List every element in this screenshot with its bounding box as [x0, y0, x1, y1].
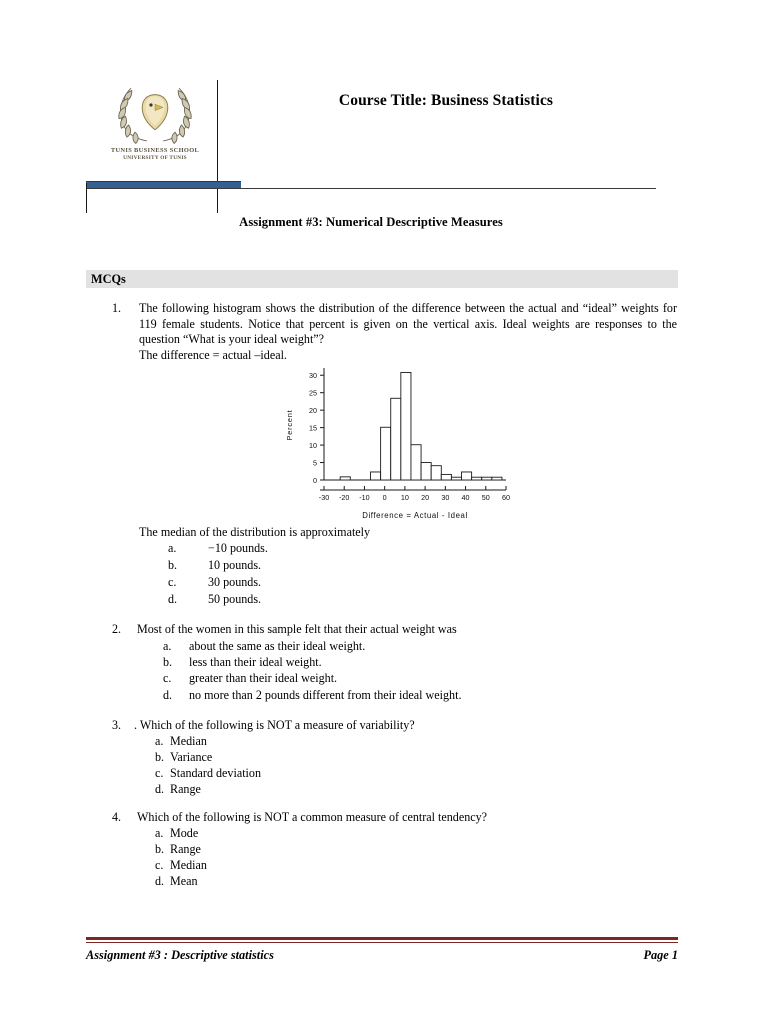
option-letter: d.	[155, 874, 165, 888]
option-letter: a.	[168, 541, 177, 555]
option-label: 10 pounds.	[208, 558, 262, 572]
y-axis-title: Percent	[285, 409, 294, 441]
histogram-bar	[441, 474, 451, 480]
question-1-text	[139, 301, 677, 363]
assignment-title: Assignment #3: Numerical Descriptive Measures	[239, 215, 503, 229]
option-letter: c.	[155, 766, 164, 780]
option-label: Median	[170, 734, 207, 748]
histogram-chart	[278, 362, 520, 522]
option-label: less than their ideal weight.	[189, 655, 322, 669]
question-4-number: 4.	[112, 810, 122, 824]
footer-page-number: Page 1	[643, 948, 678, 962]
eagle-laurel-wreath-crest-icon	[107, 80, 203, 146]
histogram-bar	[421, 463, 431, 480]
histogram-bar	[401, 372, 411, 480]
histogram-bar	[431, 466, 441, 480]
option-letter: c.	[163, 671, 172, 685]
header-rule-left-tick	[86, 183, 87, 213]
option-label: −10 pounds.	[208, 541, 268, 555]
header-rule-mid-tick	[217, 189, 218, 213]
option-label: Mode	[170, 826, 199, 840]
x-tick-label: 20	[421, 493, 430, 502]
option-label: 50 pounds.	[208, 592, 262, 606]
y-tick-label: 0	[313, 475, 317, 485]
option-label: no more than 2 pounds different from their ideal weight.	[189, 688, 462, 702]
option-label: Range	[170, 782, 201, 796]
question-3-number: 3.	[112, 718, 122, 732]
x-tick-label: -30	[318, 493, 330, 502]
option-letter: a.	[163, 639, 172, 653]
x-tick-label: 40	[461, 493, 470, 502]
course-title: Course Title: Business Statistics	[338, 92, 554, 109]
x-tick-label: 30	[441, 493, 450, 502]
header-vertical-rule	[217, 80, 218, 186]
histogram-bar	[472, 477, 482, 480]
school-logo	[96, 80, 214, 170]
option-label: Variance	[170, 750, 213, 764]
question-1-body: The following histogram shows the distribution of the difference between the actual and “ideal” weights for 119 female students. Notice that percent is given on the vertical axis. Ideal weights are responses to the question “What is your ideal weight”?	[139, 301, 677, 347]
histogram-bar	[340, 477, 350, 480]
option-letter: a.	[155, 734, 164, 748]
header-divider	[86, 181, 656, 189]
x-tick-label: 10	[400, 493, 409, 502]
histogram-bar	[492, 477, 502, 480]
option-label: Range	[170, 842, 201, 856]
footer-left-text: Assignment #3 : Descriptive statistics	[86, 948, 274, 962]
y-tick-label: 20	[309, 405, 317, 415]
option-label: Mean	[170, 874, 198, 888]
question-2-number: 2.	[112, 622, 122, 636]
option-letter: b.	[155, 842, 165, 856]
x-tick-label: 60	[502, 493, 510, 502]
option-letter: d.	[163, 688, 173, 702]
option-letter: a.	[155, 826, 164, 840]
y-tick-label: 15	[309, 423, 317, 433]
option-label: 30 pounds.	[208, 575, 262, 589]
x-tick-label: -10	[359, 493, 370, 502]
y-tick-label: 5	[313, 458, 317, 468]
x-tick-label: 0	[382, 493, 387, 502]
option-label: Standard deviation	[170, 766, 262, 780]
histogram-bars	[340, 372, 502, 480]
histogram-bar	[391, 398, 401, 480]
option-letter: d.	[168, 592, 178, 606]
option-letter: d.	[155, 782, 165, 796]
option-letter: c.	[155, 858, 164, 872]
histogram-bar	[451, 477, 461, 480]
x-tick-label: 50	[481, 493, 490, 502]
header-divider-thin	[86, 188, 656, 189]
option-letter: b.	[163, 655, 173, 669]
histogram-bar	[482, 477, 492, 480]
y-tick-label: 25	[309, 388, 317, 398]
histogram-bar	[381, 427, 391, 480]
question-1-sub-prompt: The median of the distribution is approximately	[139, 525, 371, 539]
question-4-text: Which of the following is NOT a common measure of central tendency?	[137, 810, 488, 824]
histogram-bar	[411, 445, 421, 480]
option-label: about the same as their ideal weight.	[189, 639, 366, 653]
histogram-svg	[278, 362, 520, 522]
histogram-bar	[371, 472, 381, 480]
logo-line2: UNIVERSITY OF TUNIS	[123, 155, 187, 161]
x-axis-title: Difference = Actual - Ideal	[362, 511, 468, 520]
histogram-bar	[462, 472, 472, 480]
option-label: greater than their ideal weight.	[189, 671, 338, 685]
mcqs-section-header	[86, 270, 678, 288]
y-tick-label: 30	[309, 371, 317, 381]
footer-rule-bottom	[86, 942, 678, 943]
question-2-text: Most of the women in this sample felt that their actual weight was	[137, 622, 457, 636]
logo-line1: TUNIS BUSINESS SCHOOL	[110, 147, 200, 154]
footer-rule-top	[86, 937, 678, 940]
y-tick-label: 10	[309, 440, 317, 450]
x-tick-label: -20	[339, 493, 350, 502]
question-3-text: . Which of the following is NOT a measure of variability?	[134, 718, 415, 732]
document-header	[86, 78, 656, 190]
option-letter: b.	[168, 558, 178, 572]
question-1-body-last-line: The difference = actual –ideal.	[139, 347, 287, 362]
option-label: Median	[170, 858, 207, 872]
option-letter: b.	[155, 750, 165, 764]
mcqs-label: MCQs	[91, 272, 126, 286]
option-letter: c.	[168, 575, 177, 589]
question-1-number: 1.	[112, 301, 122, 315]
